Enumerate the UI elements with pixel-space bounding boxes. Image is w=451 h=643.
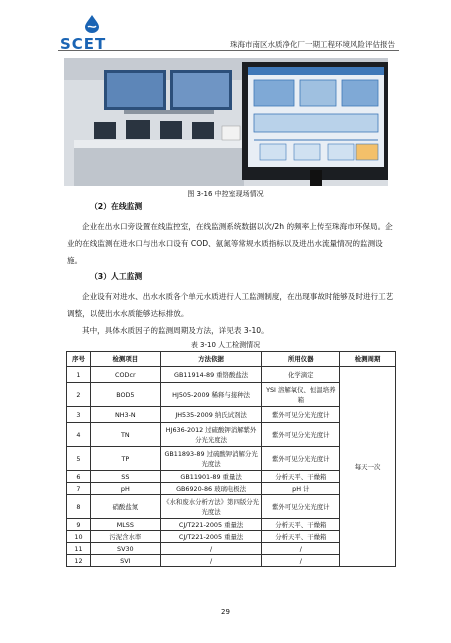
cell-item: SS xyxy=(90,471,160,483)
cell-instrument: / xyxy=(262,555,340,567)
header-no: 序号 xyxy=(67,352,91,367)
cell-no: 9 xyxy=(67,519,91,531)
company-logo xyxy=(60,14,130,52)
cell-no: 10 xyxy=(67,531,91,543)
cell-instrument: pH 计 xyxy=(262,483,340,495)
cell-item: MLSS xyxy=(90,519,160,531)
cell-method: GB11893-89 过硫酸钾消解分光光度法 xyxy=(160,447,262,471)
table-header-row xyxy=(67,352,396,367)
online-monitoring-paragraph: 企业在出水口旁设置在线监控室，在线监测系统数据以次/2h 的频率上传至珠海市环保局。企业的在线监测在进水口与出水口设有 COD、氨氮等常规水质指标以及进出水流量情况的监测设施。 xyxy=(67,222,393,265)
cell-no: 7 xyxy=(67,483,91,495)
cell-period: 每天一次 xyxy=(340,367,396,567)
table-reference-paragraph: 其中，具体水质因子的监测周期及方法，详见表 3-10。 xyxy=(82,326,269,335)
page-number: 29 xyxy=(221,608,230,616)
section-heading-manual: （3）人工监测 xyxy=(90,272,143,281)
cell-item: pH xyxy=(90,483,160,495)
cell-instrument: 分析天平、干燥箱 xyxy=(262,519,340,531)
control-room-illustration xyxy=(64,58,388,186)
cell-item: 硝酸盐氮 xyxy=(90,495,160,519)
cell-no: 8 xyxy=(67,495,91,519)
cell-no: 3 xyxy=(67,407,91,423)
cell-instrument: 化学滴定 xyxy=(262,367,340,383)
cell-instrument: 紫外可见分光光度计 xyxy=(262,407,340,423)
cell-no: 5 xyxy=(67,447,91,471)
header-method: 方法依据 xyxy=(160,352,262,367)
cell-no: 12 xyxy=(67,555,91,567)
cell-instrument: YSI 溶解氧仪、恒温培养箱 xyxy=(262,383,340,407)
cell-item: SVI xyxy=(90,555,160,567)
cell-no: 11 xyxy=(67,543,91,555)
cell-no: 4 xyxy=(67,423,91,447)
cell-method: GB6920-86 玻璃电极法 xyxy=(160,483,262,495)
cell-instrument: 紫外可见分光光度计 xyxy=(262,423,340,447)
cell-item: TP xyxy=(90,447,160,471)
report-title: 珠海市南区水质净化厂一期工程环境风险评估报告 xyxy=(230,40,395,49)
cell-instrument: 分析天平、干燥箱 xyxy=(262,471,340,483)
cell-no: 2 xyxy=(67,383,91,407)
control-room-photo xyxy=(64,58,388,186)
cell-item: NH3-N xyxy=(90,407,160,423)
cell-item: SV30 xyxy=(90,543,160,555)
table-row xyxy=(67,367,396,383)
cell-method: CJ/T221-2005 重量法 xyxy=(160,519,262,531)
cell-instrument: / xyxy=(262,543,340,555)
cell-method: CJ/T221-2005 重量法 xyxy=(160,531,262,543)
cell-item: CODcr xyxy=(90,367,160,383)
section-heading-online: （2）在线监测 xyxy=(90,202,143,211)
manual-monitoring-paragraph: 企业设有对进水、出水水质各个单元水质进行人工监测制度，在出现事故时能够及时进行工艺调整，以使出水水质能够达标排放。 xyxy=(67,292,394,318)
water-drop-logo-icon xyxy=(82,14,102,34)
cell-method: JH535-2009 纳氏试剂法 xyxy=(160,407,262,423)
header-instrument: 所用仪器 xyxy=(262,352,340,367)
cell-method: HJ636-2012 过硫酸钾消解紫外分光光度法 xyxy=(160,423,262,447)
cell-method: GB11914-89 重铬酸盐法 xyxy=(160,367,262,383)
cell-method: / xyxy=(160,555,262,567)
manual-testing-table xyxy=(66,351,396,567)
cell-item: 污泥含水率 xyxy=(90,531,160,543)
cell-item: TN xyxy=(90,423,160,447)
table-caption: 表 3-10 人工检测情况 xyxy=(190,341,261,349)
header-period: 检测周期 xyxy=(340,352,396,367)
cell-method: HJ505-2009 稀释与接种法 xyxy=(160,383,262,407)
cell-no: 1 xyxy=(67,367,91,383)
cell-method: GB11901-89 重量法 xyxy=(160,471,262,483)
cell-method: 《水和废水分析方法》第四版分光光度法 xyxy=(160,495,262,519)
cell-instrument: 紫外可见分光光度计 xyxy=(262,447,340,471)
header-item: 检测项目 xyxy=(90,352,160,367)
cell-item: BOD5 xyxy=(90,383,160,407)
logo-text: SCET xyxy=(60,35,107,53)
cell-method: / xyxy=(160,543,262,555)
cell-instrument: 紫外可见分光光度计 xyxy=(262,495,340,519)
cell-instrument: 分析天平、干燥箱 xyxy=(262,531,340,543)
header-divider xyxy=(58,50,399,51)
cell-no: 6 xyxy=(67,471,91,483)
figure-caption: 图 3-16 中控室现场情况 xyxy=(187,190,264,198)
